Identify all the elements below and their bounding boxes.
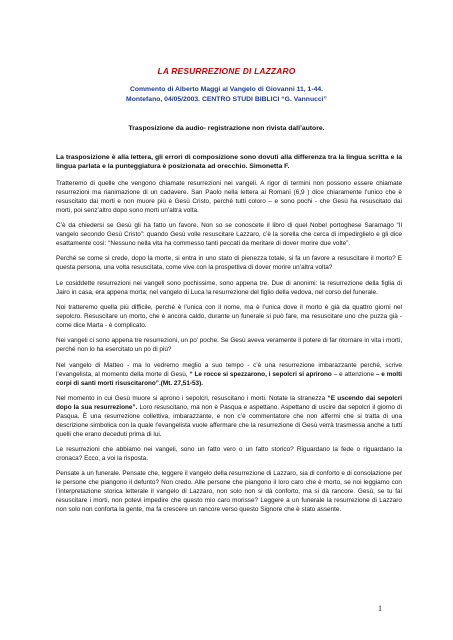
document-title: LA RESURREZIONE DI LAZZARO <box>157 66 296 76</box>
page-number: 1 <box>378 604 382 613</box>
paragraph-7-text-b: – e attenzione <box>331 370 376 378</box>
paragraph-8-quote: “E uscendo dai sepolcri dopo la sua resurrezione”. <box>56 394 402 411</box>
paragraph-7 <box>56 362 402 389</box>
transcription-note: Trasposizione da audio- registrazione non rivista dall’autore. <box>128 125 325 132</box>
paragraph-5: Noi tratteremo quella più difficile, perché è l’unica con il nome, ma è l’unica dove il morto è già da quattro giorni nel sepolcro. Resuscitare un morto, che è ancora caldo, durante un funerale si può fare, ma resuscitare uno che puzza già - come dice Marta - è complicato. <box>56 304 402 329</box>
paragraph-7-quote-a: “ Le rocce si spezzarono, i sepolcri si aprirono <box>189 370 332 378</box>
paragraph-7-text-a: Nel vangelo di Matteo - ma lo vedremo meglio a suo tempo - c’è una resurrezione imbarazzante perché, scrive l’evangelista, al momento della morte di Gesù, <box>56 361 402 378</box>
paragraph-7-quote-b: – e molti corpi di santi morti risuscitarono”.(Mt. 27,51-53). <box>56 370 402 387</box>
paragraph-9: Le resurrezioni che abbiamo nei vangeli, sono un fatto vero o un fatto storico? Riguardano la fede o riguardano la cronaca? Ecco, a voi la risposta. <box>56 446 402 462</box>
paragraph-8-text-a: Nel momento in cui Gesù muore si aprono i sepolcri, resuscitano i morti. Notate la stranezza <box>56 394 328 402</box>
paragraph-8 <box>56 395 402 440</box>
intro-paragraph: La trasposizione è alla lettera, gli errori di composizione sono dovuti alla differenza tra la lingua scritta e la lingua parlata e la punteggiatura è posizionata ad orecchio. Simonetta F. <box>56 154 402 171</box>
subtitle-line-2: Montefano, 04/05/2003. CENTRO STUDI BIBLICI “G. Vannucci” <box>126 96 327 103</box>
subtitle-line-1: Commento di Alberto Maggi al Vangelo di Giovanni 11, 1-44. <box>129 86 324 93</box>
body-text <box>56 180 402 521</box>
paragraph-1: Tratteremo di quelle che vengono chiamate resurrezioni nei vangeli. A rigor di termini non possono essere chiamate resurrezioni ma rianimazione di un cadavere. San Paolo nella lettera ai Romani (6,9 ) dice chiaramente l’unico che è resuscitato dai morti e non muore più è Gesù Cristo, perché tutti coloro – e sono pochi - che Gesù ha resuscitato dai morti, poi senz’altro dopo sono morti un’altra volta. <box>56 180 402 214</box>
paragraph-8-text-b: Loro resuscitano, ma non è Pasqua e aspettano. Aspettano di uscire dai sepolcri il giorno di Pasqua. È una resurrezione collettiva, imbarazzante, e non c’è commentatore che non affermi che si tratta di una descrizione simbolica con la quale l’evangelista vuole affermare che la resurrezione di Gesù verrà trasmessa anche a tutti quelli che erano deceduti prima di lui. <box>56 403 402 438</box>
paragraph-10: Pensate a un funerale. Pensate che, leggere il vangelo della resurrezione di Lazzaro, sia di conforto e di consolazione per le persone che piangono il defunto? Non credo. Alle persone che piangono il loro caro che è morto, se noi leggiamo con l’interpretazione storica letterale il vangelo di Lazzaro, non solo non si dà conforto, ma si dà rancore. Gesù, se tu fai resuscitare i morti, non potevi impedire che questo mio caro morisse? Leggere a un funerale la resurrezione di Lazzaro non solo non conforta la gente, ma fa crescere un rancore verso questo Signore che è stato assente. <box>56 470 402 514</box>
paragraph-4: Le cosiddette resurrezioni nei vangeli sono pochissime, sono appena tre. Due di anonimi: la resurrezione della figlia di Jairo in casa, era appena morta; nel vangelo di Luca la resurrezione del figlio della vedova, nel corso del funerale. <box>56 279 402 296</box>
paragraph-2: C’è da chiedersi se Gesù gli ha fatto un favore. Non so se conoscete il libro di quel Nobel portoghese Saramago “Il vangelo secondo Gesù Cristo”: quando Gesù volle resuscitare Lazzaro, c’è la sorella che cerca di impedirglielo e gli dice esattamente così: “Nessuno nella vita ha commesso tanti peccati da meritare di dover morire due volte”. <box>56 222 402 248</box>
document-subtitle <box>60 85 393 105</box>
paragraph-3: Perché se come si crede, dopo la morte, si entra in uno stato di pienezza totale, si fa un favore a resuscitare il morto? E questa persona, una volta resuscitata, come vive con la prospettiva di dover morire un’altra volta? <box>56 255 402 272</box>
paragraph-6: Nei vangeli ci sono appena tre resurrezioni, un po’ poche. Se Gesù aveva veramente il potere di far ritornare in vita i morti, perché non lo ha esercitato un po di più? <box>56 337 402 354</box>
